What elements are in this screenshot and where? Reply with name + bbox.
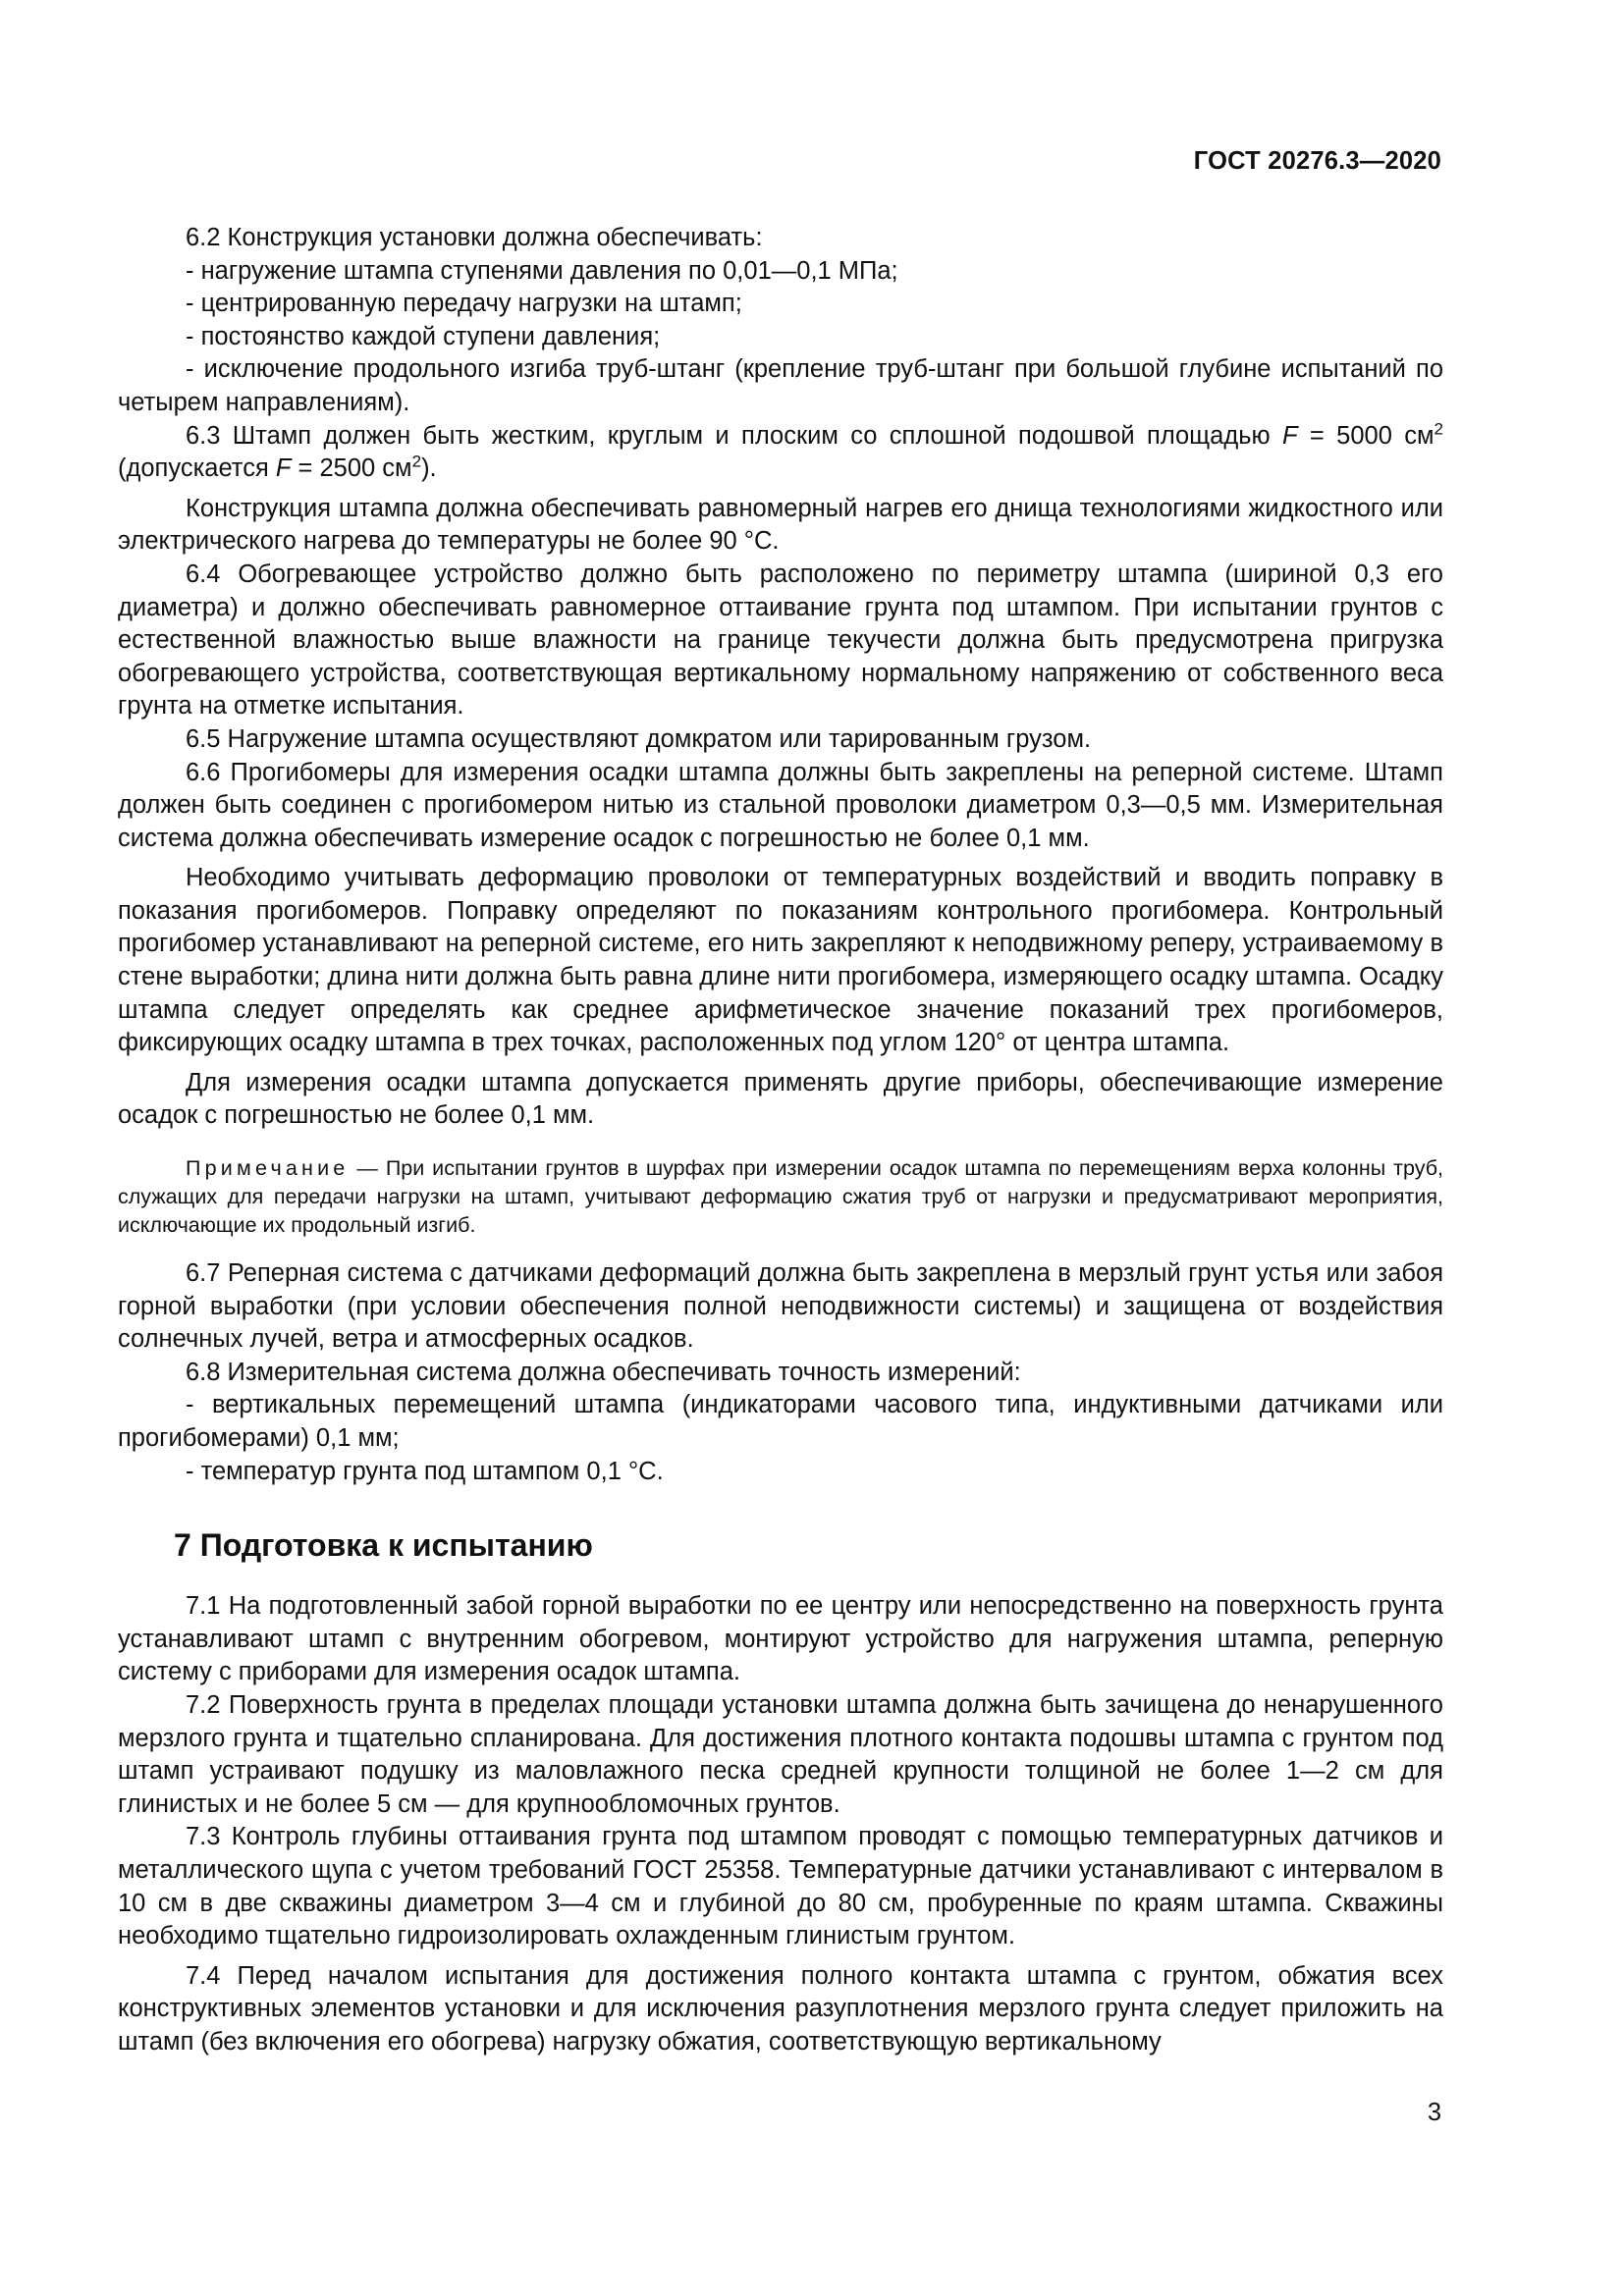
text-run: (допускается — [118, 454, 276, 483]
list-item: - центрированную передачу нагрузки на штамп; — [186, 290, 742, 318]
paragraph-6-8: 6.8 Измерительная система должна обеспечивать точность измерений: — [186, 1358, 1021, 1386]
paragraph-6-6: 6.6 Прогибомеры для измерения осадки штампа должны быть закреплены на реперной системе. Штамп должен быть соединен с прогибомером нитью из стальной проволоки диаметром 0,3—0,5 мм. Измерительная система должна обеспечивать измерение осадок с погрешностью не более 0,1 мм. — [118, 758, 1443, 852]
note-label: Примечание — [186, 1156, 350, 1181]
note — [118, 1154, 1443, 1240]
paragraph-7-3: 7.3 Контроль глубины оттаивания грунта под штампом проводят с помощью температурных датчиков и металлического щупа с учетом требований ГОСТ 25358. Температурные датчики устанавливают с интервалом в 10 см в две скважины диаметром 3—4 см и глубиной до 80 см, пробуренные по краям штампа. Скважины необходимо тщательно гидроизолировать охлажденным глинистым грунтом. — [118, 1823, 1443, 1950]
paragraph-6-5: 6.5 Нагружение штампа осуществляют домкратом или тарированным грузом. — [186, 724, 1092, 753]
text-run: = 5000 см — [1297, 421, 1435, 450]
paragraph-7-2: 7.2 Поверхность грунта в пределах площади установки штампа должна быть зачищена до ненарушенного мерзлого грунта и тщательно спланирована. Для достижения плотного контакта подошвы штампа с грунтом под штамп устраивают подушку из маловлажного песка средней крупности толщиной не более 1—2 см для глинистых и не более 5 см — для крупнообломочных грунтов. — [118, 1690, 1443, 1818]
paragraph-6-6-instruments: Для измерения осадки штампа допускается применять другие приборы, обеспечивающие измерение осадок с погрешностью не более 0,1 мм. — [118, 1068, 1443, 1130]
document-code: ГОСТ 20276.3—2020 — [1193, 147, 1441, 175]
paragraph-7-1: 7.1 На подготовленный забой горной выработки по ее центру или непосредственно на поверхность грунта устанавливают штамп с внутренним обогревом, монтируют устройство для нагружения штампа, реперную систему с приборами для измерения осадок штампа. — [118, 1592, 1443, 1686]
paragraph-6-7: 6.7 Реперная система с датчиками деформаций должна быть закреплена в мерзлый грунт устья или забоя горной выработки (при условии обеспечения полной неподвижности системы) и защищена от воздействия солнечных лучей, ветра и атмосферных осадков. — [118, 1259, 1443, 1354]
paragraph-6-3-continued: Конструкция штампа должна обеспечивать равномерный нагрев его днища технологиями жидкостного или электрического нагрева до температуры не более 90 °С. — [118, 494, 1443, 556]
note-text: — При испытании грунтов в шурфах при измерении осадок штампа по перемещениям верха колонны труб, служащих для передачи нагрузки на штамп, учитывают деформацию сжатия труб от нагрузки и предусматривают мероприятия, исключающие их продольный изгиб. — [118, 1156, 1443, 1238]
paragraph-6-3 — [118, 420, 1443, 486]
text-run: ). — [421, 454, 437, 483]
page-number: 3 — [1427, 2099, 1441, 2126]
list-item: - исключение продольного изгиба труб-штанг (крепление труб-штанг при большой глубине испытаний по четырем направлениям). — [118, 355, 1443, 416]
paragraph-6-2: 6.2 Конструкция установки должна обеспечивать: — [186, 224, 763, 251]
paragraph-6-6-continued: Необходимо учитывать деформацию проволоки от температурных воздействий и вводить поправку в показания прогибомеров. Поправку определяют по показаниям контрольного прогибомера. Контрольный прогибомер устанавливают на реперной системе, его нить закрепляют к неподвижному реперу, устраиваемому в стене выработки; длина нити должна быть равна длине нити прогибомера, измеряющего осадку штампа. Осадку штампа следует определять как среднее арифметическое значение показаний трех прогибомеров, фиксирующих осадку штампа в трех точках, расположенных под углом 120° от центра штампа. — [118, 864, 1443, 1057]
superscript: 2 — [1434, 419, 1443, 439]
list-item: - температур грунта под штампом 0,1 °С. — [186, 1457, 664, 1485]
list-item: - нагружение штампа ступенями давления по 0,01—0,1 МПа; — [186, 256, 898, 285]
document-body — [118, 222, 1443, 2059]
paragraph-7-4: 7.4 Перед началом испытания для достижения полного контакта штампа с грунтом, обжатия всех конструктивных элементов установки и для исключения разуплотнения мерзлого грунта следует приложить на штамп (без включения его обогрева) нагрузку обжатия, соответствующую вертикальному — [118, 1961, 1443, 2056]
superscript: 2 — [411, 452, 422, 471]
list-item: - вертикальных перемещений штампа (индикаторами часового типа, индуктивными датчиками или прогибомерами) 0,1 мм; — [118, 1391, 1443, 1452]
paragraph-6-4: 6.4 Обогревающее устройство должно быть расположено по периметру штампа (шириной 0,3 его диаметра) и должно обеспечивать равномерное оттаивание грунта под штампом. При испытании грунтов с естественной влажностью выше влажности на границе текучести должна быть предусмотрена пригрузка обогревающего устройства, соответствующая вертикальному нормальному напряжению от собственного веса грунта на отметке испытания. — [118, 560, 1443, 721]
formula-variable: F — [1281, 421, 1298, 450]
text-run: 6.3 Штамп должен быть жестким, круглым и плоским со сплошной подошвой площадью — [186, 421, 1282, 450]
list-item: - постоянство каждой ступени давления; — [186, 322, 661, 350]
text-run: = 2500 см — [291, 454, 412, 483]
section-title: 7 Подготовка к испытанию — [174, 1527, 593, 1564]
formula-variable: F — [275, 454, 292, 483]
